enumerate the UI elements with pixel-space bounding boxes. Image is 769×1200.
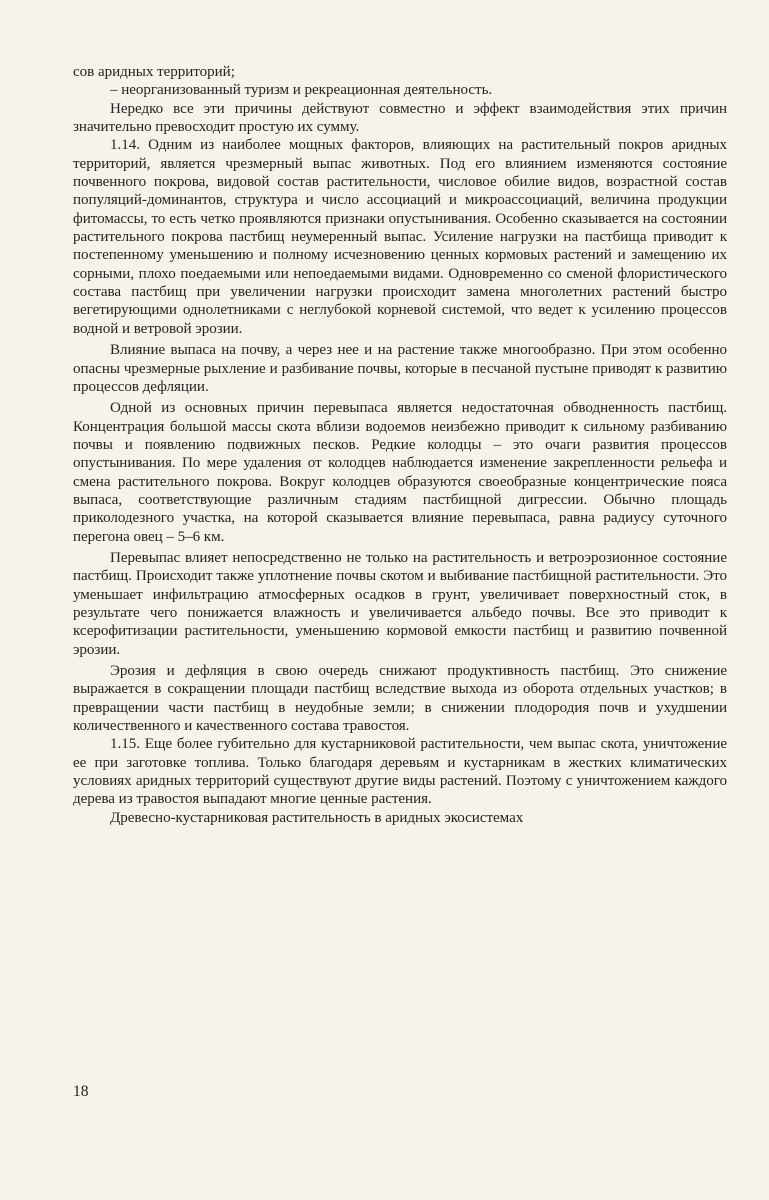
page-body (73, 63, 727, 827)
paragraph-erosion-deflation: Эрозия и дефляция в свою очередь снижают продуктивность пастбищ. Это снижение выражается в сокращении площади пастбищ вследствие выхода из оборота отдельных участков; в превращении части пастбищ в неудобные земли; в снижении плодородия почв и ухудшении количественного и качественного состава травостоя. (73, 663, 727, 735)
paragraph-section-1-14: 1.14. Одним из наиболее мощных факторов, влияющих на растительный покров аридных территорий, является чрезмерный выпас животных. Под его влиянием изменяются состояние почвенного покрова, видовой состав растительности, числовое обилие видов, возрастной состав популяций-доминантов, структура и число ассоциаций и микроассоциаций, величина продукции фитомассы, то есть четко проявляются признаки опустынивания. Особенно сказывается на состоянии растительного покрова пастбищ неумеренный выпас. Усиление нагрузки на пастбища приводит к постепенному уменьшению и полному исчезновению ценных кормовых растений и замещению их сорными, плохо поедаемыми или непоедаемыми видами. Одновременно со сменой флористического состава пастбищ при увеличении нагрузки происходит замена многолетних растений быстро вегетирующими однолетниками с неглубокой корневой системой, что ведет к усилению процессов водной и ветровой эрозии. (73, 137, 727, 337)
page-number: 18 (73, 1083, 89, 1100)
paragraph-continuation: сов аридных территорий; (73, 64, 235, 80)
paragraph-grazing-soil: Влияние выпаса на почву, а через нее и на растение также многообразно. При этом особенно опасны чрезмерные рыхление и разбивание почвы, которые в песчаной пустыне приводят к развитию процессов дефляции. (73, 342, 727, 395)
paragraph-overgrazing-effects: Перевыпас влияет непосредственно не только на растительность и ветроэрозионное состояние пастбищ. Происходит также уплотнение почвы скотом и выбивание пастбищной растительности. Это уменьшает инфильтрацию атмосферных осадков в грунт, увеличивает поверхностный сток, в результате чего понижается влажность и увеличивается альбедо почвы. Все это приводит к ксерофитизации растительности, уменьшению кормовой емкости пастбищ и развитию почвенной эрозии. (73, 549, 727, 658)
paragraph-water-supply: Одной из основных причин перевыпаса является недостаточная обводненность пастбищ. Концентрация большой массы скота вблизи водоемов неизбежно приводит к сильному разбиванию почвы и появлению подвижных песков. Редкие колодцы – это очаги развития процессов опустынивания. По мере удаления от колодцев наблюдается изменение закрепленности рельефа и смена растительного покрова. Вокруг колодцев образуются своеобразные концентрические пояса выпаса, соответствующие различным стадиям пастбищной дигрессии. Обычно площадь приколодезного участка, на которой сказывается влияние перевыпаса, равна радиусу суточного перегона овец – 5–6 км. (73, 400, 727, 545)
paragraph-section-1-15: 1.15. Еще более губительно для кустарниковой растительности, чем выпас скота, уничтожение ее при заготовке топлива. Только благодаря деревьям и кустарникам в жестких климатических условиях аридных территорий существуют другие виды растений. Поэтому с уничтожением каждого дерева из травостоя выпадают многие ценные растения. (73, 736, 727, 808)
paragraph-shrub-vegetation: Древесно-кустарниковая растительность в аридных экосистемах (110, 809, 524, 826)
list-item-tourism: – неорганизованный туризм и рекреационная деятельность. (110, 82, 493, 99)
paragraph-combined-causes: Нередко все эти причины действуют совместно и эффект взаимодействия этих причин значительно превосходит простую их сумму. (73, 100, 727, 136)
